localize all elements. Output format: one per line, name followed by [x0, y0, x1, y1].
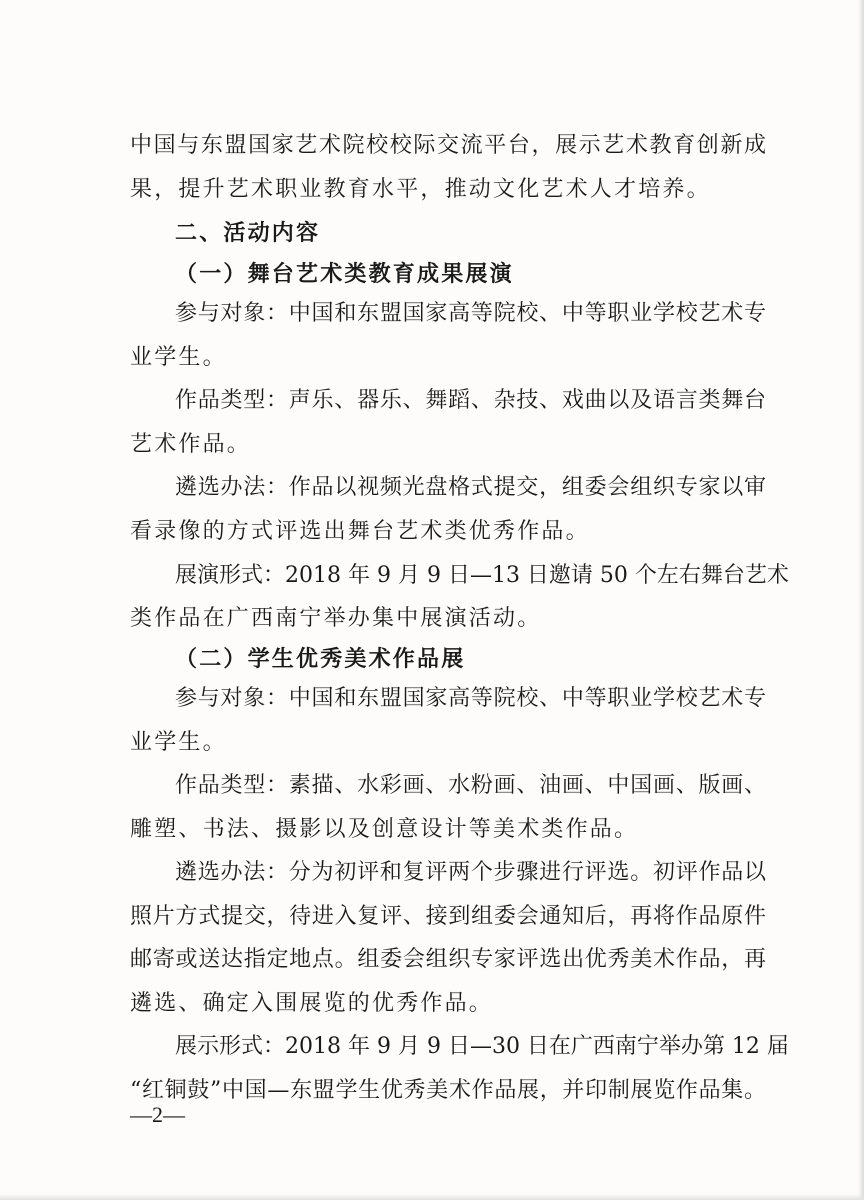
body-line: 看录像的方式评选出舞台艺术类优秀作品。 [130, 519, 590, 544]
body-line: “红铜鼓”中国—东盟学生优秀美术作品展，并印制展览作品集。 [130, 1078, 766, 1103]
body-line: 照片方式提交，待进入复评、接到组委会通知后，再将作品原件 [130, 904, 766, 929]
body-line: 遴选办法：作品以视频光盘格式提交，组委会组织专家以审 [175, 475, 766, 500]
section-heading: 二、活动内容 [175, 221, 321, 246]
subsection-heading: （二）学生优秀美术作品展 [175, 647, 466, 672]
body-line: 遴选、确定入围展览的优秀作品。 [130, 991, 494, 1016]
body-line: 邮寄或送达指定地点。组委会组织专家评选出优秀美术作品，再 [130, 947, 766, 972]
page-edge-shadow-bottom [0, 1194, 864, 1200]
body-line: 作品类型：素描、水彩画、水粉画、油画、中国画、版画、 [175, 773, 766, 798]
body-line: 业学生。 [130, 730, 227, 755]
body-line: 业学生。 [130, 345, 227, 370]
body-line: 作品类型：声乐、器乐、舞蹈、杂技、戏曲以及语言类舞台 [175, 388, 766, 413]
body-line: 展演形式：2018 年 9 月 9 日—13 日邀请 50 个左右舞台艺术 [175, 563, 789, 588]
body-line: 参与对象：中国和东盟国家高等院校、中等职业学校艺术专 [175, 301, 766, 326]
subsection-heading: （一）舞台艺术类教育成果展演 [175, 262, 514, 287]
body-line: 果，提升艺术职业教育水平，推动文化艺术人才培养。 [130, 177, 711, 202]
body-line: 展示形式：2018 年 9 月 9 日—30 日在广西南宁举办第 12 届 [175, 1034, 789, 1059]
page-number: —2— [130, 1102, 185, 1127]
page-edge-shadow-right [858, 0, 864, 1200]
body-line: 中国与东盟国家艺术院校校际交流平台，展示艺术教育创新成 [130, 133, 766, 158]
body-line: 遴选办法：分为初评和复评两个步骤进行评选。初评作品以 [175, 860, 766, 885]
body-line: 艺术作品。 [130, 432, 252, 457]
body-line: 参与对象：中国和东盟国家高等院校、中等职业学校艺术专 [175, 686, 766, 711]
body-line: 类作品在广西南宁举办集中展演活动。 [130, 606, 542, 631]
body-line: 雕塑、书法、摄影以及创意设计等美术类作品。 [130, 817, 639, 842]
